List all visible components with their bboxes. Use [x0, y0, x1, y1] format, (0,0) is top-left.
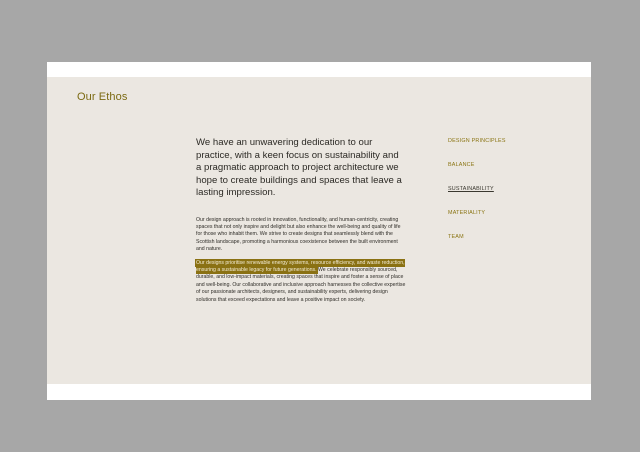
nav-item-team[interactable]: TEAM — [448, 234, 464, 240]
lead-statement: We have an unwavering dedication to our practice, with a keen focus on sustainability and a pragmatic approach to project architecture we hope to create buildings and spaces that leave a lasting impression. — [196, 137, 402, 198]
ethos-content — [196, 137, 406, 304]
ethos-section — [47, 77, 591, 384]
sustainability-paragraph — [196, 260, 406, 304]
selected-text-highlight[interactable]: Our designs prioritise renewable energy systems, resource efficiency, and waste reduction, ensuring a sustainable legacy for future generations. — [196, 259, 405, 273]
nav-item-design-principles[interactable]: DESIGN PRINCIPLES — [448, 138, 506, 144]
nav-item-balance[interactable]: BALANCE — [448, 162, 475, 168]
nav-item-materiality[interactable]: MATERIALITY — [448, 210, 486, 216]
sustainability-paragraph-rest: We celebrate responsibly sourced, durable, and low-impact materials, creating spaces that inspire and foster a sense of place and well-being. Our collaborative and inclusive approach harnesses the collective expertise of our passionate architects, designers, and sustainability experts, delivering design solutions that exceed expectations and leave a positive impact on society. — [196, 266, 406, 303]
section-title: Our Ethos — [77, 91, 128, 103]
ethos-side-nav — [448, 138, 506, 258]
nav-item-sustainability[interactable]: SUSTAINABILITY — [448, 186, 494, 192]
design-approach-paragraph: Our design approach is rooted in innovation, functionality, and human-centricity, creating spaces that not only inspire and delight but also enhance the well-being and quality of life for those who inhabit them. We strive to create designs that seamlessly blend with the Scottish landscape, promoting a harmonious coexistence between the built environment and nature. — [196, 216, 401, 253]
